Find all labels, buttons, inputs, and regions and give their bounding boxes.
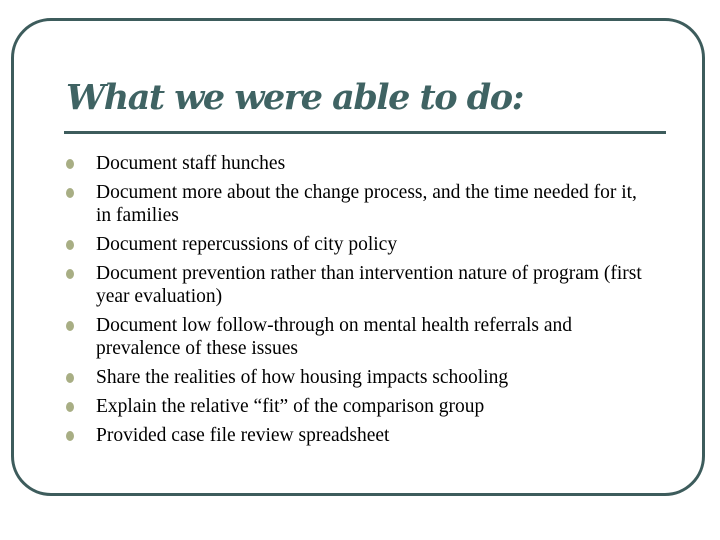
list-item	[66, 233, 656, 256]
list-item	[66, 152, 656, 175]
bullet-text: Document prevention rather than intervention nature of program (first year evaluation)	[96, 263, 642, 307]
list-item	[66, 395, 656, 418]
slide-title: What we were able to do:	[66, 77, 523, 118]
bullet-dot-icon	[66, 240, 74, 250]
bullet-list	[66, 152, 656, 453]
list-item	[66, 181, 656, 227]
bullet-text: Share the realities of how housing impacts schooling	[96, 367, 509, 388]
bullet-dot-icon	[66, 431, 74, 441]
bullet-dot-icon	[66, 188, 74, 198]
bullet-dot-icon	[66, 269, 74, 279]
bullet-dot-icon	[66, 373, 74, 383]
list-item	[66, 366, 656, 389]
bullet-dot-icon	[66, 321, 74, 331]
bullet-text: Document repercussions of city policy	[96, 234, 398, 255]
bullet-text: Document more about the change process, and the time needed for it, in families	[96, 182, 637, 226]
list-item	[66, 314, 656, 360]
bullet-text: Provided case file review spreadsheet	[96, 425, 390, 446]
bullet-dot-icon	[66, 159, 74, 169]
list-item	[66, 262, 656, 308]
bullet-text: Document staff hunches	[96, 153, 286, 174]
title-underline	[64, 131, 666, 134]
bullet-text: Explain the relative “fit” of the comparison group	[96, 396, 485, 417]
bullet-text: Document low follow-through on mental health referrals and prevalence of these issues	[96, 315, 572, 359]
list-item	[66, 424, 656, 447]
bullet-dot-icon	[66, 402, 74, 412]
